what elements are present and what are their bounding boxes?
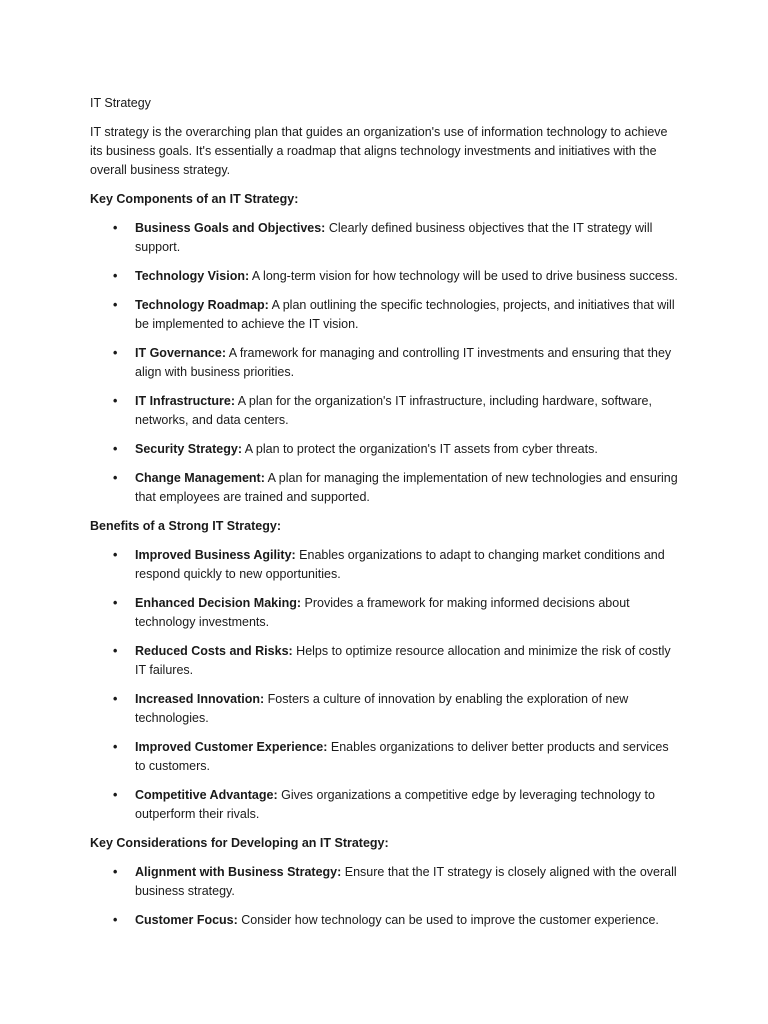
bullet-icon: • bbox=[113, 740, 118, 754]
list-item-text: Ensure that the IT strategy is closely aligned with the overall business strategy. bbox=[135, 865, 677, 898]
list-item-text: A plan for the organization's IT infrastructure, including hardware, software, networks, and data centers. bbox=[135, 394, 652, 427]
list-item-text: Gives organizations a competitive edge by leveraging technology to outperform their rivals. bbox=[135, 788, 655, 821]
bullet-icon: • bbox=[113, 548, 118, 562]
list-item-term: Alignment with Business Strategy: bbox=[135, 865, 342, 879]
bullet-icon: • bbox=[113, 865, 118, 879]
list-item bbox=[90, 267, 688, 286]
list-item-text: Helps to optimize resource allocation and minimize the risk of costly IT failures. bbox=[135, 644, 671, 677]
bullet-icon: • bbox=[113, 471, 118, 485]
bullet-list-key-considerations bbox=[90, 863, 688, 930]
list-item-term: Customer Focus: bbox=[135, 913, 238, 927]
list-item-term: Technology Roadmap: bbox=[135, 298, 269, 312]
bullet-icon: • bbox=[113, 644, 118, 658]
list-item-text: Consider how technology can be used to improve the customer experience. bbox=[237, 913, 659, 927]
list-item bbox=[90, 344, 688, 382]
list-item-term: IT Infrastructure: bbox=[135, 394, 236, 408]
list-item-term: Improved Business Agility: bbox=[135, 548, 296, 562]
list-item bbox=[90, 690, 688, 728]
list-item bbox=[90, 786, 688, 824]
list-item-text: Fosters a culture of innovation by enabling the exploration of new technologies. bbox=[135, 692, 629, 725]
section-heading-key-considerations: Key Considerations for Developing an IT Strategy: bbox=[90, 836, 389, 850]
list-item-text: A plan for managing the implementation of new technologies and ensuring that employees are trained and supported. bbox=[135, 471, 678, 504]
bullet-icon: • bbox=[113, 788, 118, 802]
list-item bbox=[90, 440, 688, 459]
list-item-text: Enables organizations to adapt to changing market conditions and respond quickly to new opportunities. bbox=[135, 548, 665, 581]
list-item-term: Improved Customer Experience: bbox=[135, 740, 328, 754]
list-item bbox=[90, 296, 688, 334]
bullet-list-benefits bbox=[90, 546, 688, 824]
list-item-text: Provides a framework for making informed decisions about technology investments. bbox=[135, 596, 630, 629]
bullet-icon: • bbox=[113, 346, 118, 360]
bullet-icon: • bbox=[113, 298, 118, 312]
list-item-term: Business Goals and Objectives: bbox=[135, 221, 326, 235]
bullet-list-key-components bbox=[90, 219, 688, 507]
list-item bbox=[90, 392, 688, 430]
list-item bbox=[90, 219, 688, 257]
list-item bbox=[90, 863, 688, 901]
list-item-term: IT Governance: bbox=[135, 346, 226, 360]
bullet-icon: • bbox=[113, 221, 118, 235]
list-item-term: Increased Innovation: bbox=[135, 692, 265, 706]
bullet-icon: • bbox=[113, 394, 118, 408]
list-item-term: Technology Vision: bbox=[135, 269, 250, 283]
list-item-text: Enables organizations to deliver better products and services to customers. bbox=[135, 740, 669, 773]
list-item-text: Clearly defined business objectives that the IT strategy will support. bbox=[135, 221, 653, 254]
list-item-text: A framework for managing and controlling IT investments and ensuring that they align with business priorities. bbox=[135, 346, 672, 379]
list-item-term: Competitive Advantage: bbox=[135, 788, 278, 802]
list-item bbox=[90, 911, 688, 930]
list-item bbox=[90, 469, 688, 507]
list-item bbox=[90, 642, 688, 680]
list-item-term: Change Management: bbox=[135, 471, 265, 485]
bullet-icon: • bbox=[113, 913, 118, 927]
list-item bbox=[90, 738, 688, 776]
list-item-term: Security Strategy: bbox=[135, 442, 242, 456]
list-item bbox=[90, 594, 688, 632]
list-item-text: A plan outlining the specific technologies, projects, and initiatives that will be implemented to achieve the IT vision. bbox=[135, 298, 675, 331]
bullet-icon: • bbox=[113, 442, 118, 456]
bullet-icon: • bbox=[113, 596, 118, 610]
list-item-term: Enhanced Decision Making: bbox=[135, 596, 302, 610]
intro-paragraph: IT strategy is the overarching plan that guides an organization's use of information technology to achieve its business goals. It's essentially a roadmap that aligns technology investments and initiatives with the overall business strategy. bbox=[90, 125, 668, 177]
bullet-icon: • bbox=[113, 269, 118, 283]
list-item bbox=[90, 546, 688, 584]
list-item-term: Reduced Costs and Risks: bbox=[135, 644, 293, 658]
list-item-text: A plan to protect the organization's IT assets from cyber threats. bbox=[241, 442, 598, 456]
list-item-text: A long-term vision for how technology will be used to drive business success. bbox=[249, 269, 678, 283]
bullet-icon: • bbox=[113, 692, 118, 706]
section-heading-benefits: Benefits of a Strong IT Strategy: bbox=[90, 519, 281, 533]
document-title: IT Strategy bbox=[90, 96, 151, 110]
section-heading-key-components: Key Components of an IT Strategy: bbox=[90, 192, 299, 206]
